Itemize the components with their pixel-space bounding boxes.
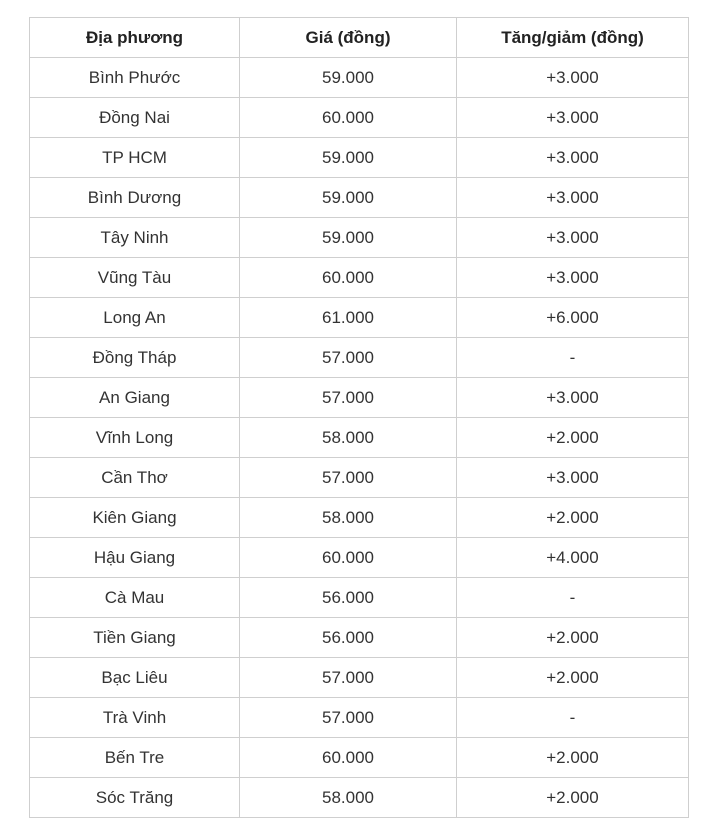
cell-change: - bbox=[457, 578, 689, 618]
table-row bbox=[30, 58, 689, 98]
cell-price: 61.000 bbox=[240, 298, 457, 338]
cell-price: 56.000 bbox=[240, 618, 457, 658]
cell-region: Bạc Liêu bbox=[30, 658, 240, 698]
cell-change: - bbox=[457, 338, 689, 378]
table-row bbox=[30, 658, 689, 698]
cell-price: 59.000 bbox=[240, 218, 457, 258]
cell-price: 58.000 bbox=[240, 778, 457, 818]
cell-change: +2.000 bbox=[457, 658, 689, 698]
table-body bbox=[30, 58, 689, 818]
table-row bbox=[30, 578, 689, 618]
table-header-row bbox=[30, 18, 689, 58]
cell-change: +3.000 bbox=[457, 458, 689, 498]
table-row bbox=[30, 258, 689, 298]
cell-price: 58.000 bbox=[240, 498, 457, 538]
cell-region: Bình Dương bbox=[30, 178, 240, 218]
table-row bbox=[30, 738, 689, 778]
cell-region: Long An bbox=[30, 298, 240, 338]
cell-region: Đồng Tháp bbox=[30, 338, 240, 378]
price-table bbox=[29, 17, 689, 818]
table-row bbox=[30, 498, 689, 538]
cell-region: Sóc Trăng bbox=[30, 778, 240, 818]
header-price: Giá (đồng) bbox=[240, 18, 457, 58]
table-row bbox=[30, 138, 689, 178]
cell-price: 60.000 bbox=[240, 538, 457, 578]
cell-region: Kiên Giang bbox=[30, 498, 240, 538]
table-row bbox=[30, 298, 689, 338]
table-row bbox=[30, 218, 689, 258]
cell-price: 60.000 bbox=[240, 258, 457, 298]
cell-region: An Giang bbox=[30, 378, 240, 418]
cell-region: Cà Mau bbox=[30, 578, 240, 618]
table-row bbox=[30, 538, 689, 578]
cell-price: 56.000 bbox=[240, 578, 457, 618]
cell-price: 57.000 bbox=[240, 458, 457, 498]
table-row bbox=[30, 98, 689, 138]
cell-change: +2.000 bbox=[457, 778, 689, 818]
table-row bbox=[30, 178, 689, 218]
cell-change: +3.000 bbox=[457, 58, 689, 98]
cell-change: +2.000 bbox=[457, 418, 689, 458]
cell-region: Hậu Giang bbox=[30, 538, 240, 578]
cell-price: 57.000 bbox=[240, 338, 457, 378]
cell-region: Vĩnh Long bbox=[30, 418, 240, 458]
cell-region: Bình Phước bbox=[30, 58, 240, 98]
cell-change: +3.000 bbox=[457, 258, 689, 298]
cell-change: +3.000 bbox=[457, 138, 689, 178]
cell-change: +4.000 bbox=[457, 538, 689, 578]
header-region: Địa phương bbox=[30, 18, 240, 58]
table-row bbox=[30, 698, 689, 738]
table-row bbox=[30, 778, 689, 818]
price-table-container bbox=[29, 17, 688, 818]
cell-price: 60.000 bbox=[240, 98, 457, 138]
cell-change: +3.000 bbox=[457, 378, 689, 418]
cell-change: +3.000 bbox=[457, 178, 689, 218]
cell-change: +6.000 bbox=[457, 298, 689, 338]
cell-change: +2.000 bbox=[457, 498, 689, 538]
cell-region: Trà Vinh bbox=[30, 698, 240, 738]
cell-price: 58.000 bbox=[240, 418, 457, 458]
cell-change: +2.000 bbox=[457, 738, 689, 778]
cell-region: Bến Tre bbox=[30, 738, 240, 778]
table-row bbox=[30, 338, 689, 378]
cell-price: 57.000 bbox=[240, 378, 457, 418]
table-row bbox=[30, 458, 689, 498]
cell-region: TP HCM bbox=[30, 138, 240, 178]
cell-change: - bbox=[457, 698, 689, 738]
cell-price: 57.000 bbox=[240, 698, 457, 738]
cell-region: Vũng Tàu bbox=[30, 258, 240, 298]
cell-price: 57.000 bbox=[240, 658, 457, 698]
cell-region: Tây Ninh bbox=[30, 218, 240, 258]
table-row bbox=[30, 378, 689, 418]
cell-change: +3.000 bbox=[457, 98, 689, 138]
cell-change: +2.000 bbox=[457, 618, 689, 658]
cell-region: Cần Thơ bbox=[30, 458, 240, 498]
cell-price: 59.000 bbox=[240, 178, 457, 218]
cell-change: +3.000 bbox=[457, 218, 689, 258]
table-row bbox=[30, 618, 689, 658]
header-change: Tăng/giảm (đồng) bbox=[457, 18, 689, 58]
cell-region: Đồng Nai bbox=[30, 98, 240, 138]
cell-price: 60.000 bbox=[240, 738, 457, 778]
cell-price: 59.000 bbox=[240, 138, 457, 178]
table-row bbox=[30, 418, 689, 458]
cell-region: Tiền Giang bbox=[30, 618, 240, 658]
cell-price: 59.000 bbox=[240, 58, 457, 98]
